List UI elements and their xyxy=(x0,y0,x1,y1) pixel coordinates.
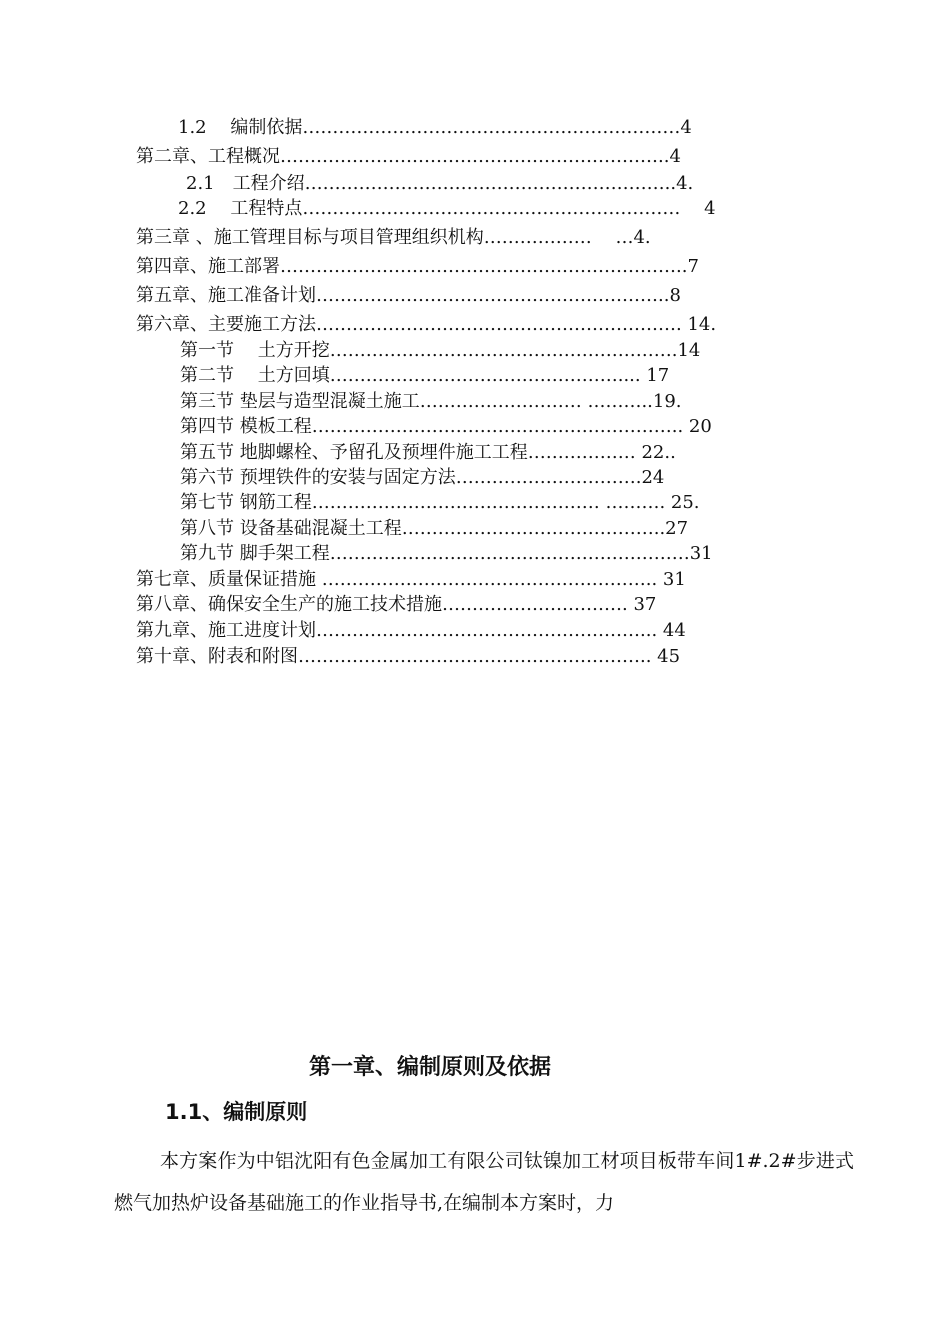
toc-entry: 第八节 设备基础混凝土工程……………………………………..27 xyxy=(180,518,689,539)
toc-entry: 第五节 地脚螺栓、予留孔及预埋件施工工程……………… 22.. xyxy=(180,442,676,463)
toc-entry: 第四节 模板工程…………………………………………………….. 20 xyxy=(180,416,712,437)
chapter-heading: 第一章、编制原则及依据 xyxy=(308,1055,551,1080)
toc-entry: 第三节 垫层与造型混凝土施工……………………… ………..19. xyxy=(180,391,682,412)
toc-entry: 第七节 钢筋工程………………………………………… ………. 25. xyxy=(180,492,700,513)
toc-entry: 第六章、主要施工方法……………………………………………………. 14. xyxy=(136,314,717,335)
toc-entry: 2.2 工程特点……………………………………………………… 4 xyxy=(178,198,716,219)
toc-entry: 第二章、工程概况………………………………………………………..4 xyxy=(136,146,681,167)
toc-entry: 第四章、施工部署…………………………………………………………..7 xyxy=(136,256,699,277)
toc-entry: 2.1 工程介绍……………………………………………………..4. xyxy=(186,173,694,194)
toc-entry: 第九章、施工进度计划………………………………………………... 44 xyxy=(136,620,686,641)
section-heading: 1.1、编制原则 xyxy=(165,1100,308,1124)
toc-entry: 第七章、质量保证措施 ……………………………………………….. 31 xyxy=(136,569,686,590)
toc-entry: 第六节 预埋铁件的安装与固定方法………………………….24 xyxy=(180,467,665,488)
toc-entry: 第九节 脚手架工程……………………………………………………31 xyxy=(180,543,713,564)
toc-entry: 第二节 土方回填………………………………………….... 17 xyxy=(180,365,670,386)
toc-entry: 第八章、确保安全生产的施工技术措施…………………………. 37 xyxy=(136,594,657,615)
toc-entry: 第五章、施工准备计划…………………………………………………..8 xyxy=(136,285,681,306)
toc-entry: 1.2 编制依据………………………………………………………4 xyxy=(178,117,692,138)
toc-entry: 第十章、附表和附图………………………………………………….. 45 xyxy=(136,646,681,667)
body-paragraph: 本方案作为中铝沈阳有色金属加工有限公司钛镍加工材项目板带车间1#.2#步进式燃气加热炉设备基础施工的作业指导书,在编制本方案时，力 xyxy=(114,1150,854,1214)
toc-entry: 第一节 土方开挖………………………………………………….14 xyxy=(180,340,701,361)
toc-entry: 第三章 、施工管理目标与项目管理组织机构……………… …4. xyxy=(136,227,651,248)
